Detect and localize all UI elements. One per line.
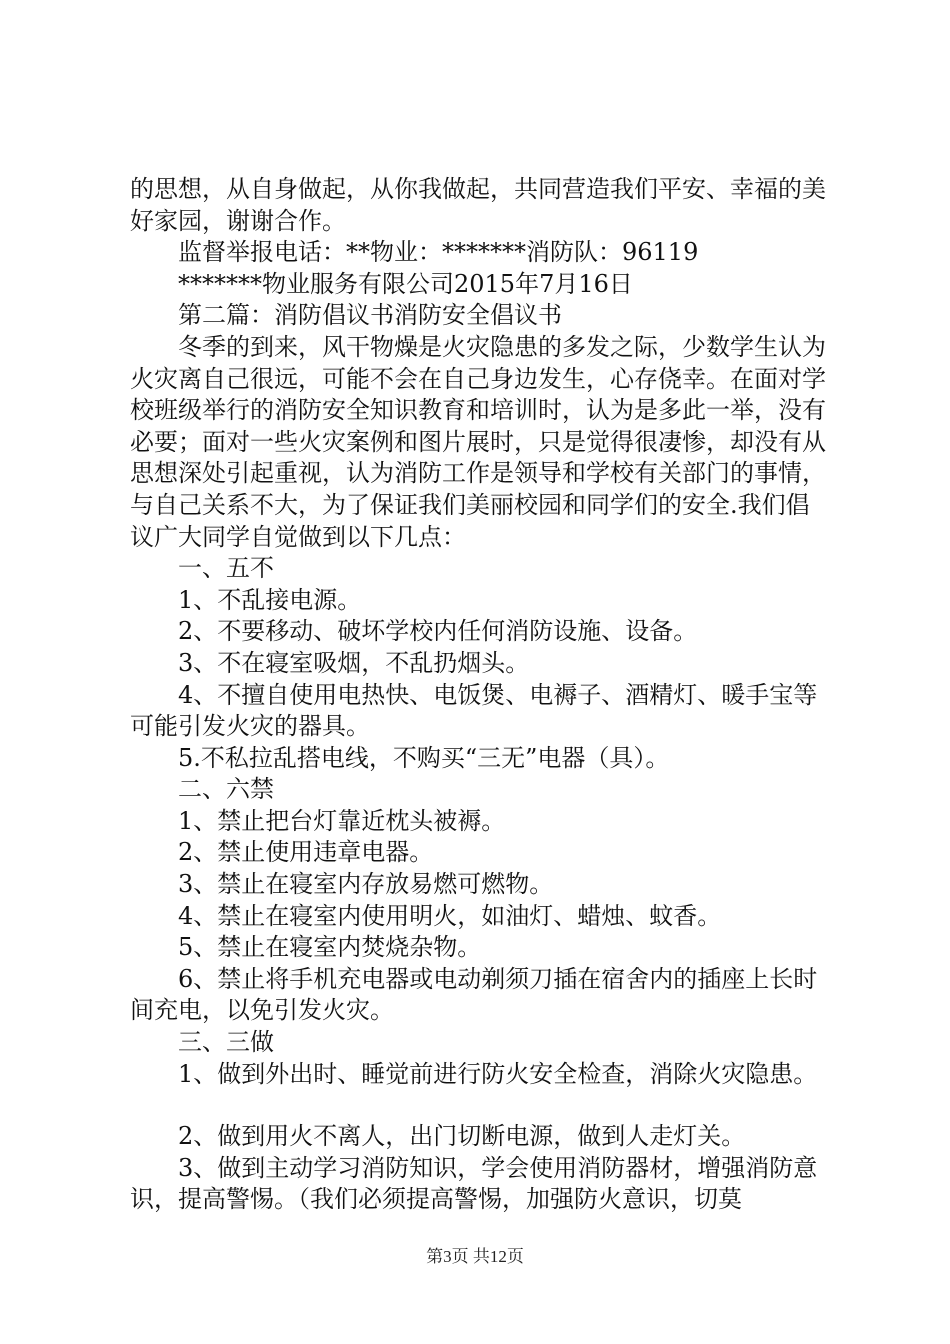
paragraph: 2、不要移动、破坏学校内任何消防设施、设备。 <box>178 617 698 646</box>
paragraph: 冬季的到来，风干物燥是火灾隐患的多发之际，少数学生认为火灾离自己很远，可能不会在自己身边发生，心存侥幸。在面对学校班级举行的消防安全知识教育和培训时，认为是多此一举，没有必要；面对一些火灾案例和图片展时，只是觉得很凄惨，却没有从思想深处引起重视，认为消防工作是领导和学校有关部门的事情，与自己关系不大，为了保证我们美丽校园和同学们的安全.我们倡议广大同学自觉做到以下几点： <box>130 332 826 551</box>
paragraph: 1、不乱接电源。 <box>178 585 362 614</box>
paragraph: 一、五不 <box>178 554 274 583</box>
paragraph: 6、禁止将手机充电器或电动剃须刀插在宿舍内的插座上长时间充电，以免引发火灾。 <box>130 964 818 1025</box>
paragraph: 3、禁止在寝室内存放易燃可燃物。 <box>178 870 554 899</box>
paragraph: 3、做到主动学习消防知识，学会使用消防器材，增强消防意识，提高警惕。（我们必须提高警惕，加强防火意识，切莫 <box>130 1153 818 1214</box>
paragraph: *******物业服务有限公司2015年7月16日 <box>178 269 633 298</box>
page-footer: 第3页 共12页 <box>426 1247 524 1266</box>
paragraph: 二、六禁 <box>178 775 274 804</box>
paragraph-gap <box>130 1090 830 1121</box>
paragraph: 4、不擅自使用电热快、电饭煲、电褥子、酒精灯、暖手宝等可能引发火灾的器具。 <box>130 680 818 741</box>
paragraph: 监督举报电话：**物业：*******消防队：96119 <box>178 238 699 267</box>
paragraph: 的思想，从自身做起，从你我做起，共同营造我们平安、幸福的美好家园，谢谢合作。 <box>130 175 826 235</box>
paragraph: 2、做到用火不离人，出门切断电源，做到人走灯关。 <box>178 1122 746 1151</box>
paragraph: 第二篇：消防倡议书消防安全倡议书 <box>178 301 562 330</box>
paragraph: 1、做到外出时、睡觉前进行防火安全检查，消除火灾隐患。 <box>178 1059 818 1088</box>
paragraph: 3、不在寝室吸烟，不乱扔烟头。 <box>178 648 530 677</box>
paragraph: 5、禁止在寝室内焚烧杂物。 <box>178 933 482 962</box>
paragraph: 2、禁止使用违章电器。 <box>178 838 434 867</box>
paragraph: 4、禁止在寝室内使用明火，如油灯、蜡烛、蚊香。 <box>178 901 722 930</box>
paragraph: 5.不私拉乱搭电线，不购买“三无”电器（具）。 <box>178 743 670 772</box>
paragraph: 1、禁止把台灯靠近枕头被褥。 <box>178 806 506 835</box>
paragraph: 三、三做 <box>178 1028 274 1057</box>
document-body <box>130 174 830 1216</box>
